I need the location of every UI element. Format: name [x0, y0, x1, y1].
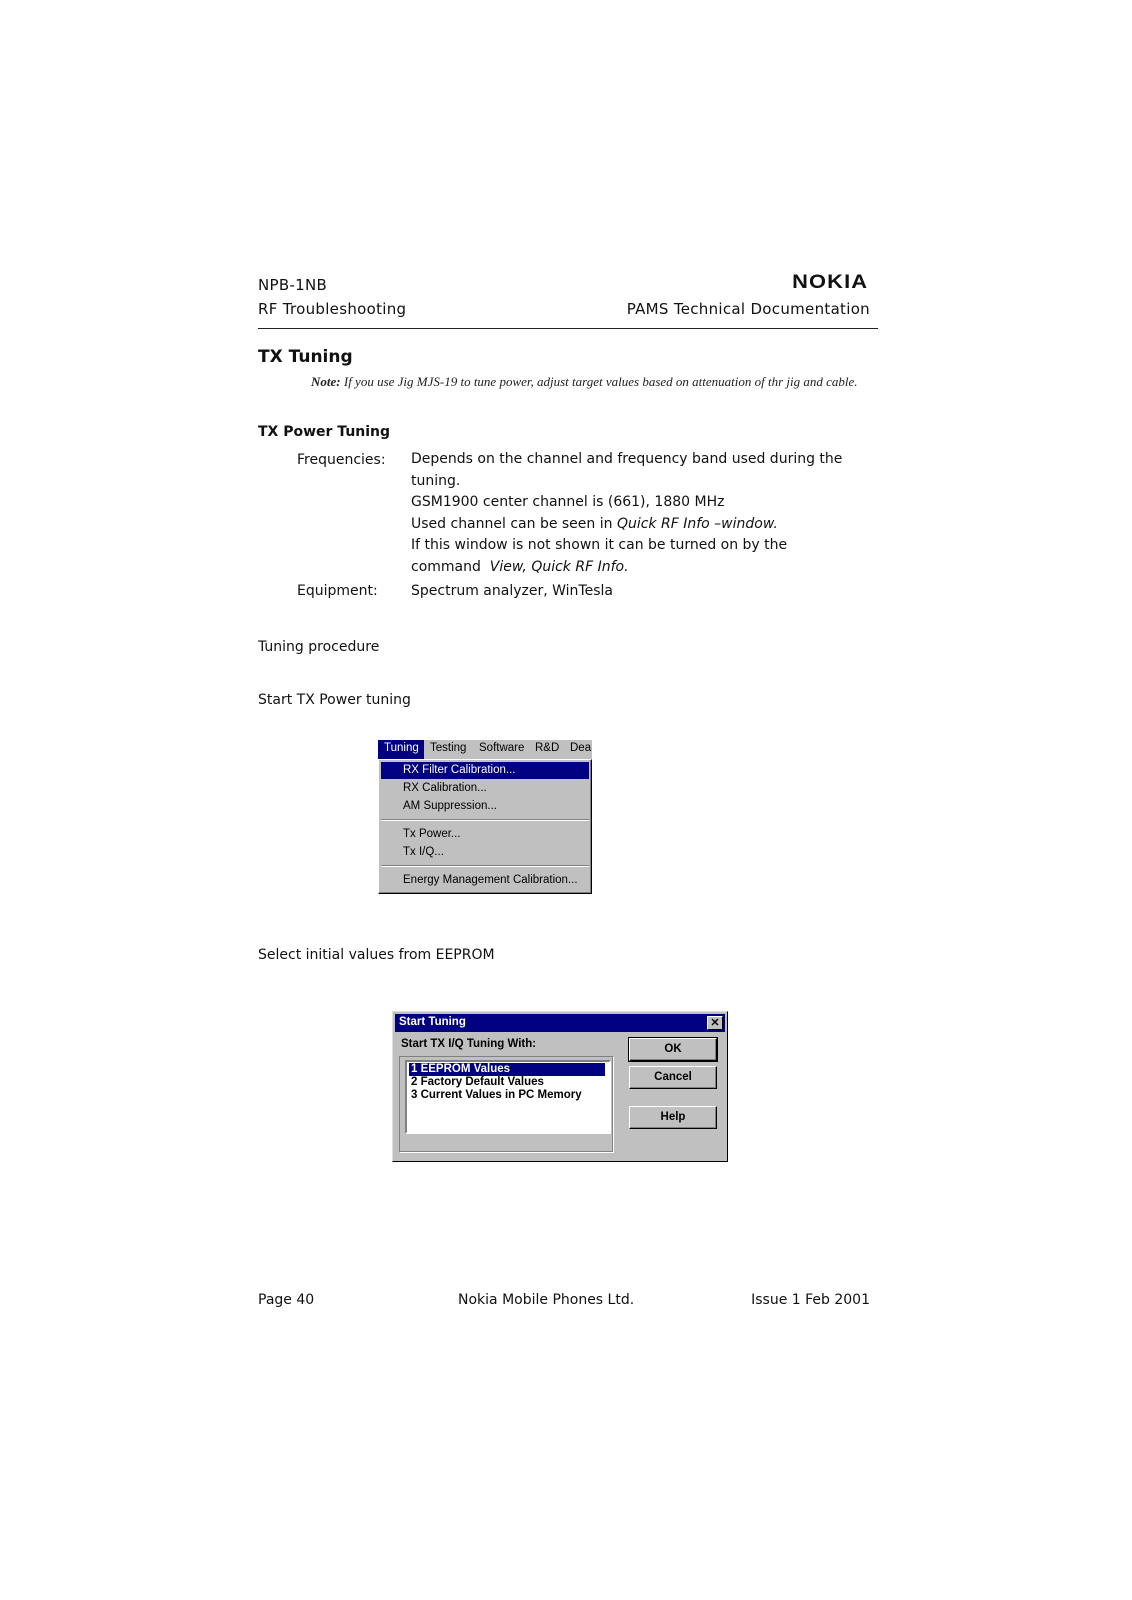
dialog-title: Start Tuning — [399, 1016, 466, 1028]
tuning-dropdown — [378, 759, 592, 894]
menu-software[interactable]: Software — [479, 742, 525, 754]
doc-title: PAMS Technical Documentation — [626, 300, 870, 318]
menu-separator — [381, 819, 589, 821]
note-text: If you use Jig MJS-19 to tune power, adjust target values based on attenuation of thr jig and cable. — [343, 374, 858, 389]
menu-testing[interactable]: Testing — [430, 742, 467, 754]
option-current-pc-memory[interactable]: 3 Current Values in PC Memory — [411, 1089, 582, 1101]
freq-line-4: If this window is not shown it can be turned on by the — [411, 537, 788, 553]
nokia-logo: NOKIA — [791, 272, 868, 293]
menu-item-tx-power[interactable]: Tx Power... — [403, 828, 461, 840]
menu-item-rx-filter-calibration[interactable]: RX Filter Calibration... — [403, 764, 516, 776]
company-name: Nokia Mobile Phones Ltd. — [458, 1292, 635, 1308]
dialog-titlebar — [395, 1014, 725, 1032]
equipment-label: Equipment: — [297, 583, 378, 599]
freq-line-5-pre: command — [411, 558, 490, 575]
option-factory-default[interactable]: 2 Factory Default Values — [411, 1076, 544, 1088]
group-label: Start TX I/Q Tuning With: — [401, 1038, 537, 1050]
menu-bar — [378, 740, 592, 759]
frequencies-label: Frequencies: — [297, 452, 386, 468]
tuning-procedure: Tuning procedure — [258, 639, 380, 655]
copyright — [458, 1292, 634, 1308]
note-label: Note: — [311, 374, 341, 389]
equipment-value: Spectrum analyzer, WinTesla — [411, 583, 613, 599]
page-number: Page 40 — [258, 1292, 315, 1308]
option-eeprom-values[interactable]: 1 EEPROM Values — [409, 1063, 605, 1076]
note — [311, 374, 866, 390]
page-heading: TX Tuning — [258, 347, 353, 367]
frequencies-text — [411, 449, 871, 578]
freq-line-5 — [411, 557, 871, 579]
issue-date: Issue 1 Feb 2001 — [751, 1292, 870, 1308]
section-name: RF Troubleshooting — [258, 300, 407, 318]
freq-line-3-pre: Used channel can be seen in — [411, 515, 617, 532]
select-initial-values: Select initial values from EEPROM — [258, 947, 495, 963]
menu-dea[interactable]: Dea — [570, 742, 592, 754]
ok-button[interactable]: OK — [629, 1038, 717, 1061]
cancel-button[interactable]: Cancel — [629, 1066, 717, 1089]
help-button[interactable]: Help — [629, 1106, 717, 1129]
menu-tuning[interactable] — [378, 740, 424, 759]
start-tx-power-tuning: Start TX Power tuning — [258, 692, 411, 708]
menu-separator — [381, 865, 589, 867]
tuning-menu — [378, 740, 592, 894]
menu-rd[interactable]: R&D — [535, 742, 560, 754]
subheading: TX Power Tuning — [258, 424, 391, 440]
close-icon[interactable]: ✕ — [707, 1016, 723, 1030]
menu-item-energy-management[interactable]: Energy Management Calibration... — [403, 874, 578, 886]
menu-tuning-label: Tuning — [384, 742, 419, 754]
tuning-options-group — [399, 1038, 615, 1154]
start-tuning-dialog — [392, 1011, 728, 1162]
menu-item-tx-iq[interactable]: Tx I/Q... — [403, 846, 444, 858]
header-rule — [258, 328, 878, 329]
menu-item-am-suppression[interactable]: AM Suppression... — [403, 800, 497, 812]
view-command-ref: View, Quick RF Info. — [489, 558, 629, 575]
freq-line-2: GSM1900 center channel is (661), 1880 MHz — [411, 494, 725, 510]
freq-line-1: Depends on the channel and frequency band used during the tuning. — [411, 451, 843, 489]
freq-line-3 — [411, 514, 871, 536]
quick-rf-info-ref: Quick RF Info –window. — [616, 515, 778, 532]
model-number: NPB-1NB — [258, 276, 328, 294]
menu-item-rx-calibration[interactable]: RX Calibration... — [403, 782, 487, 794]
initial-values-list[interactable] — [405, 1060, 611, 1134]
